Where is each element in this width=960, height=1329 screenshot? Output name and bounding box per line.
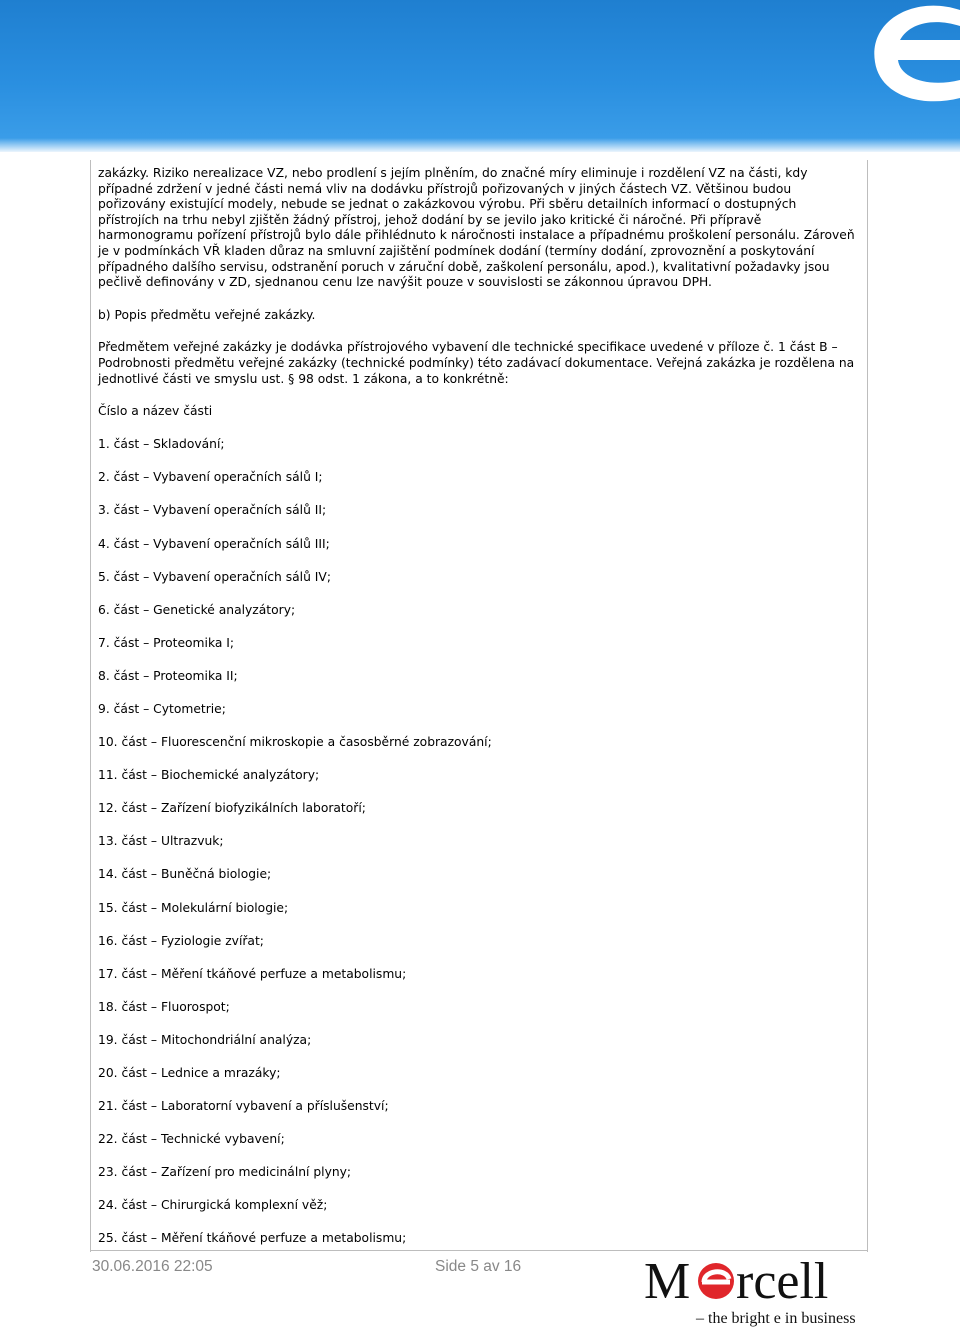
list-item: 15. část – Molekulární biologie; (98, 900, 289, 915)
parts-list (98, 437, 859, 1252)
list-item: 2. část – Vybavení operačních sálů I; (98, 470, 323, 485)
logo-m: M (644, 1253, 691, 1310)
list-item: 23. část – Zařízení pro medicinální plyny; (98, 1165, 352, 1180)
footer-page-number: Side 5 av 16 (435, 1258, 522, 1275)
list-item: 4. část – Vybavení operačních sálů III; (98, 536, 330, 551)
list-item: 21. část – Laboratorní vybavení a příslušenství; (98, 1099, 389, 1114)
list-item: 20. část – Lednice a mrazáky; (98, 1066, 281, 1080)
footer-timestamp: 30.06.2016 22:05 (92, 1258, 213, 1275)
list-item: 11. část – Biochemické analyzátory; (98, 768, 320, 783)
list-item: 8. část – Proteomika II; (98, 668, 238, 683)
subject-paragraph: Předmětem veřejné zakázky je dodávka přístrojového vybavení dle technické specifikace uvedené v příloze č. 1 část B – Podrobnosti předmětu veřejné zakázky (technické podmínky) této zadávací dokumentace. Veřejná zakázka je rozdělena na jednotlivé části ve smyslu ust. § 98 odst. 1 zákona, a to konkrétně: (98, 340, 855, 386)
list-item: 13. část – Ultrazvuk; (98, 834, 224, 849)
mercell-logo (640, 1252, 870, 1328)
list-item: 1. část – Skladování; (98, 437, 225, 452)
list-item: 22. část – Technické vybavení; (98, 1132, 285, 1147)
logo-tagline: – the bright e in business (696, 1310, 856, 1327)
logo-rcell: rcell (736, 1253, 829, 1310)
risk-paragraph: zakázky. Riziko nerealizace VZ, nebo prodlení s jejím plněním, do značné míry eliminuje i rozdělení VZ na části, kdy případné zdržení v jedné části nemá vliv na dodávku přístrojů pořizovaných v jiných částech VZ. Většinou budou pořizovány existující modely, nebude se jednat o zakázkovou výrobu. Při sběru detailních informací o dostupných přístrojích na trhu nebyl zjištěn žádný přístroj, jehož dodání by se jevilo jako kritické či náročné. Při přípravě harmonogramu pořízení přístrojů bylo dále přihlédnuto k náročnosti instalace a případnému proškolení personálu. Zároveň je v podmínkách VŘ kladen důraz na smluvní zajištění podmínek dodání (termíny dodání, zprovoznění a poskytování případného dalšího servisu, odstranění poruch v záruční době, zaškolení personálu, apod.), kvalitativní požadavky jsou pečlivě definovány v ZD, sjednanou cenu lze navýšit pouze v souvislosti se zákonnou úpravou DPH. (98, 166, 855, 290)
list-item: 9. část – Cytometrie; (98, 701, 226, 716)
list-item: 5. část – Vybavení operačních sálů IV; (98, 569, 331, 584)
list-item: 19. část – Mitochondriální analýza; (98, 1032, 312, 1047)
list-item: 10. část – Fluorescenční mikroskopie a časosběrné zobrazování; (98, 735, 492, 750)
list-item: 12. část – Zařízení biofyzikálních laboratoří; (98, 801, 366, 816)
document-content (90, 160, 868, 1252)
list-item: 24. část – Chirurgická komplexní věž; (98, 1198, 328, 1213)
list-item: 6. část – Genetické analyzátory; (98, 602, 296, 617)
mercell-e-icon (820, 0, 960, 130)
section-heading: b) Popis předmětu veřejné zakázky. (98, 307, 316, 322)
list-heading: Číslo a název části (98, 404, 213, 419)
list-item: 14. část – Buněčná biologie; (98, 867, 272, 882)
footer-divider (90, 1250, 868, 1251)
list-item: 25. část – Měření tkáňové perfuze a metabolismu; (98, 1231, 407, 1246)
list-item: 16. část – Fyziologie zvířat; (98, 933, 264, 948)
list-item: 3. část – Vybavení operačních sálů II; (98, 503, 327, 518)
list-item: 17. část – Měření tkáňové perfuze a metabolismu; (98, 966, 407, 981)
header-banner (0, 0, 960, 152)
list-item: 18. část – Fluorospot; (98, 999, 230, 1014)
list-item: 7. část – Proteomika I; (98, 635, 235, 650)
